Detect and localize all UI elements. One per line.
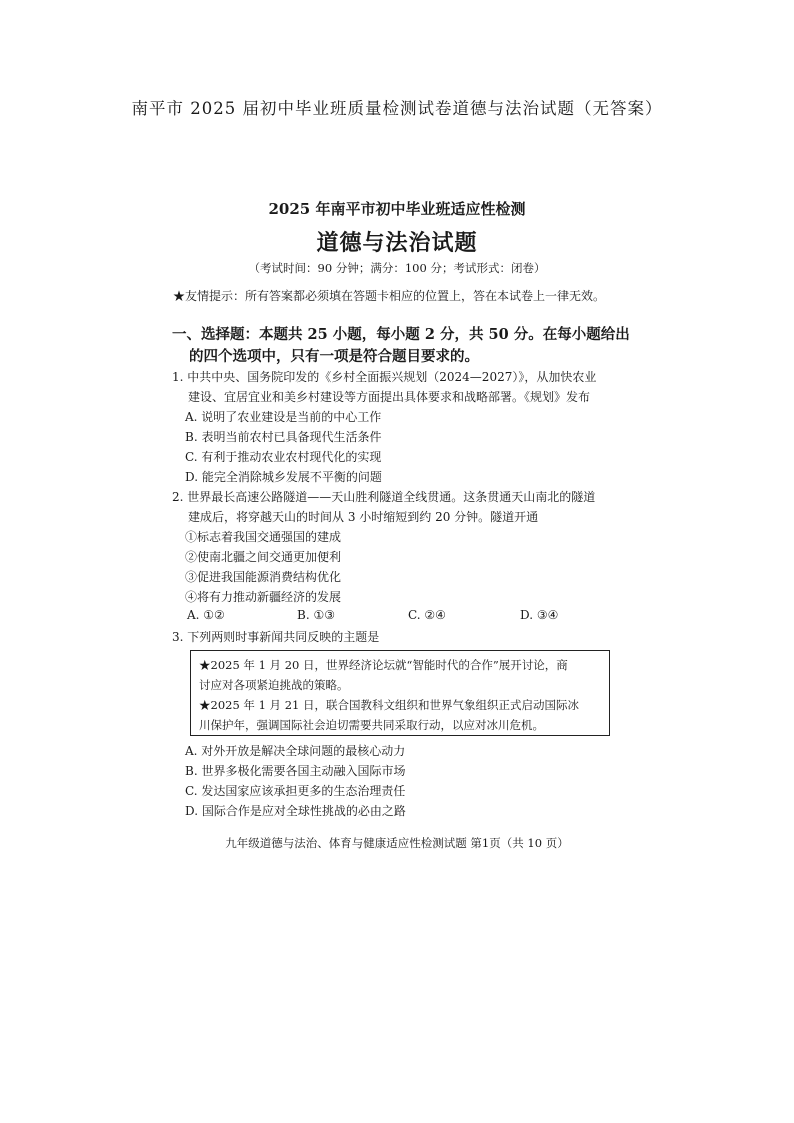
q2-statement-2: ②使南北疆之间交通更加便利: [185, 550, 342, 564]
news-1-line2: 讨应对各项紧迫挑战的策略。: [199, 678, 349, 692]
q1-option-b: B. 表明当前农村已具备现代生活条件: [185, 430, 382, 444]
news-2-line2: 川保护年，强调国际社会迫切需要共同采取行动，以应对冰川危机。: [199, 718, 544, 732]
q2-choice-d: D. ③④: [520, 608, 559, 622]
q3-stem: 3. 下列两则时事新闻共同反映的主题是: [172, 630, 380, 644]
q3-option-d: D. 国际合作是应对全球性挑战的必由之路: [185, 804, 406, 818]
q2-choice-c: C. ②④: [408, 608, 446, 622]
q2-statement-1: ①标志着我国交通强国的建成: [185, 530, 342, 544]
section-heading-line2: 的四个选项中，只有一项是符合题目要求的。: [189, 348, 479, 365]
document-title: 南平市 2025 届初中毕业班质量检测试卷道德与法治试题（无答案）: [131, 99, 663, 118]
section-heading-line1: 一、选择题：本题共 25 小题，每小题 2 分，共 50 分。在每小题给出: [172, 326, 630, 343]
exam-name: 2025 年南平市初中毕业班适应性检测: [268, 200, 526, 218]
q3-option-c: C. 发达国家应该承担更多的生态治理责任: [185, 784, 406, 798]
news-2-line1: ★2025 年 1 月 21 日，联合国教科文组织和世界气象组织正式启动国际冰: [199, 698, 579, 712]
q1-stem-line2: 建设、宜居宜业和美乡村建设等方面提出具体要求和战略部署。《规划》发布: [188, 390, 591, 404]
q2-stem-line1: 2. 世界最长高速公路隧道——天山胜利隧道全线贯通。这条贯通天山南北的隧道: [172, 490, 596, 504]
q1-option-c: C. 有利于推动农业农村现代化的实现: [185, 450, 382, 464]
subject-title: 道德与法治试题: [316, 230, 478, 256]
page-footer: 九年级道德与法治、体育与健康适应性检测试题 第1页（共 10 页）: [225, 836, 569, 850]
q2-statement-3: ③促进我国能源消费结构优化: [185, 570, 342, 584]
q1-option-d: D. 能完全消除城乡发展不平衡的问题: [185, 470, 382, 484]
q1-stem-line1: 1. 中共中央、国务院印发的《乡村全面振兴规划（2024—2027）》，从加快农业: [172, 370, 597, 384]
q1-option-a: A. 说明了农业建设是当前的中心工作: [185, 410, 382, 424]
q3-option-b: B. 世界多极化需要各国主动融入国际市场: [185, 764, 406, 778]
q2-choice-b: B. ①③: [297, 608, 335, 622]
q3-option-a: A. 对外开放是解决全球问题的最核心动力: [185, 744, 406, 758]
news-1-line1: ★2025 年 1 月 20 日，世界经济论坛就“智能时代的合作”展开讨论，商: [199, 658, 568, 672]
q2-stem-line2: 建成后，将穿越天山的时间从 3 小时缩短到约 20 分钟。隧道开通: [188, 510, 539, 524]
friendly-tip: ★友情提示：所有答案都必须填在答题卡相应的位置上，答在本试卷上一律无效。: [173, 289, 606, 303]
q2-choice-a: A. ①②: [187, 608, 225, 622]
exam-info: （考试时间：90 分钟；满分：100 分；考试形式：闭卷）: [248, 261, 546, 275]
q2-statement-4: ④将有力推动新疆经济的发展: [185, 590, 342, 604]
